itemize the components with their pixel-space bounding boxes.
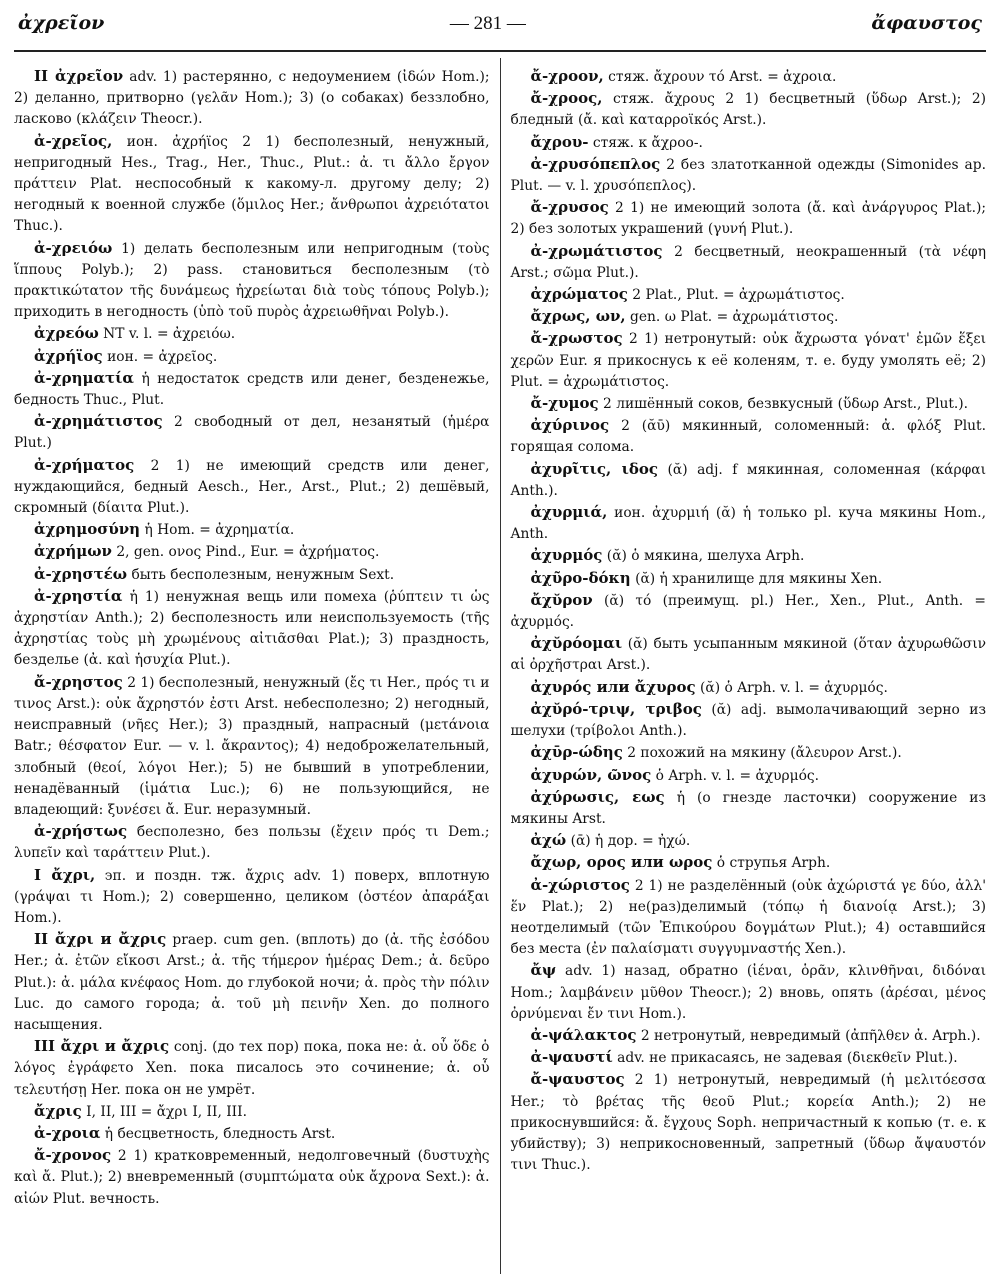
dictionary-entry [511,568,987,590]
entry-definition: 2 похожий на мякину (ἄλευρον Arst.). [622,745,902,762]
entry-headword: ἀ-χρηστέω [34,564,128,583]
entry-headword: III ἄχρι и ἄχρις [34,1037,170,1056]
dictionary-entry [511,132,987,154]
dictionary-entry [511,284,987,306]
entry-definition: 2 бесцветный, неокрашенный (τὰ νέφη Arst.; σῶμα Plut.). [510,243,986,281]
entry-headword: ἀ-χρημάτιστος [34,412,163,431]
entry-headword: ἀχρήμων [34,542,112,561]
dictionary-entry [511,502,987,545]
entry-headword: ἀχύρωσις, εως [530,787,665,806]
entry-headword: ἀ-χρήστως [34,822,128,841]
dictionary-entry [511,699,987,742]
entry-definition: praep. cum gen. (вплоть) до (ἀ. τῆς ἐσόδου Her.; ἀ. ἐτῶν εἴκοσι Arst.; ἀ. τῆς τήμερον ἡμέρας Dem.; ἀ. δεῦρο Plut.): ἀ. μάλα κνέφαος Hom. до глубокой ночи; ἀ. πρὸς τὴν πόλιν Luc. до самого города; ἀ. τοῦ μὴ πεινῆν Xen. до полного насыщения. [14,932,490,1033]
dictionary-entry [511,830,987,852]
dictionary-entry [511,1047,987,1069]
entry-headword: ἄ-χροον, [530,67,604,85]
entry-headword: ἀχρώματος [530,285,628,304]
entry-definition: 2 1) не имеющий золота (ἄ. καὶ ἀνάργυρος Plat.); 2) без золотых украшений (γυνή Plut.). [510,200,986,238]
entry-definition: gen. ω Plat. = ἀχρωμάτιστος. [625,309,839,326]
dictionary-entry [511,677,987,699]
entry-definition: ион. = ἀχρεῖος. [102,348,218,365]
entry-definition: ἡ Hom. = ἀχρηματία. [140,522,295,539]
entry-definition: NT v. l. = ἀχρειόω. [98,326,236,343]
entry-headword: ἀχυρῖτις, ιδος [530,459,658,478]
entry-definition: стяж. к ἄχροο-. [588,134,703,151]
entry-definition: adv. 1) растерянно, с недоумением (ἰδών Hom.); 2) деланно, притворно (γελᾶν Hom.); 3) (о собаках) беззлобно, ласково (κλάζειν Theocr.). [14,69,490,128]
dictionary-entry [511,765,987,787]
dictionary-entry [511,306,987,328]
entry-definition: ἡ бесцветность, бледность Arst. [100,1125,336,1142]
entry-definition: 1) делать бесполезным или непригодным (τοὺς ἵππους Polyb.); 2) pass. становиться бесполезным (τὸ πρακτικώτατον τῆς δυνάμεως ἠχρείωται διὰ τοὺς τόπους Polyb.); приходить в негодность (ὑπὸ τοῦ πυρὸς ἀχρειωθῆναι Polyb.). [14,240,490,321]
dictionary-entry [511,875,987,961]
entry-definition: I, II, III = ἄχρι I, II, III. [81,1103,247,1120]
entry-headword: ἀ-χρωμάτιστος [530,241,663,260]
entry-definition: быть бесполезным, ненужным Sext. [127,566,395,583]
entry-headword: ἄχωρ, ορος или ωρος [530,853,713,872]
dictionary-entry [511,1069,987,1176]
entry-definition: ἡ (о гнезде ласточки) сооружение из мякины Arst. [510,789,986,827]
dictionary-entry [14,238,490,324]
dictionary-entry [14,368,490,411]
dictionary-entry [511,393,987,415]
entry-definition: 2 1) нетронутый: οὐκ ἄχρωστα γόνατ' ἐμῶν ἕξει χερῶν Eur. я прикоснусь к её коленям, т. е. буду умолять её; 2) Plut. = ἀχρωμάτιστος. [510,331,986,390]
entry-definition: 2 1) нетронутый, невредимый (ἡ μελιτόεσσα Her.; τὸ βρέτας τῆς θεοῦ Plut.; κορεία Anth.); 2) не прикоснувшийся: ἄ. ἔγχους Soph. непричастный к копью (т. е. к убийству); 3) неприкосновенный, запретный (ὕδωρ ἄψαυστόν τινι Thuc.). [510,1072,986,1174]
dictionary-entry [511,241,987,284]
entry-headword: ἀχώ [530,831,567,850]
dictionary-entry [14,1101,490,1123]
dictionary-entry [511,590,987,633]
entry-definition: 2 лишённый соков, безвкусный (ὕδωρ Arst., Plut.). [598,396,969,413]
entry-definition: adv. не прикасаясь, не задевая (διεκθεῖν Plut.). [612,1050,958,1067]
dictionary-entry [511,328,987,393]
left-column [14,52,500,1274]
page-header [14,12,986,52]
entry-definition: стяж. ἄχρουν τό Arst. = ἀχροια. [603,69,837,85]
dictionary-entry [511,197,987,240]
dictionary-entry [14,821,490,864]
dictionary-entry [511,633,987,676]
entry-headword: ἀχρήϊος [34,346,103,365]
dictionary-entry [511,154,987,197]
entry-headword: ἄ-χυμος [530,394,599,413]
dictionary-entry [14,346,490,368]
entry-definition: бесполезно, без пользы (ἔχειν πρός τι Dem.; λυπεῖν καὶ ταράττειν Plut.). [14,824,490,862]
entry-headword: ἀχυρμός [530,546,603,565]
entry-definition: (ᾰ) быть усыпанным мякиной (ὅταν ἀχυρωθῶσιν αἱ ὀρχῆστραι Arst.). [510,636,986,674]
entry-definition: 2 1) бесполезный, ненужный (ἔς τι Her., πρός τι и τινος Arst.): οὐκ ἄχρηστόν ἐστι Arst. небесполезно; 2) негодный, неисправный (νῆες Her.); 3) праздный, напрасный (μετάνοια Batr.; θέσφατον Eur. — v. l. ἄκραντος); 4) недоброжелательный, злобный (θεοί, λόγοι Her.); 5) не бывший в употреблении, ненадёванный (ἱμάτια Luc.); 6) не пользующийся, не владеющий: ξυνέσει ἄ. Eur. неразумный. [14,674,490,818]
entry-definition: эп. и поздн. тж. ἄχρις adv. 1) поверх, вплотную (γράψαι τι Hom.); 2) совершенно, целиком (ὀστέον ἀπαράξαι Hom.). [14,867,490,926]
dictionary-entry [14,1145,490,1210]
entry-headword: ἄχρις [34,1101,82,1120]
dictionary-entry [511,459,987,502]
entry-headword: ἀ-ψάλακτος [530,1025,637,1044]
dictionary-entry [511,1025,987,1047]
entry-definition: 2 1) кратковременный, недолговечный (δυστυχὴς καὶ ἄ. Plut.); 2) вневременный (συμπτώματα οὐκ ἄχρονα Sext.): ἀ. αἰών Plut. вечность. [14,1148,490,1207]
entry-definition: 2 1) не разделённый (οὐκ ἀχώριστά γε δύο, ἀλλ' ἕν Plat.); 2) не(раз)делимый (τόπῳ ἡ διανοίᾳ Arst.); 3) неотделимый (τῶν Ἐπικούρου δογμάτων Plut.); 4) оставшийся без места (ἐν παλαίσματι συγγυμναστής Xen.). [510,877,986,958]
entry-headword: ἀχῦρο-δόκη [530,568,631,587]
entry-definition: conj. (до тех пор) пока, пока не: ἀ. οὗ ὅδε ὁ λόγος ἐγράφετο Xen. пока писалось это сочинение; ἀ. οὗ τελευτήσῃ Her. пока он не умрёт. [14,1039,490,1098]
entry-definition: ὁ Arph. v. l. = ἀχυρμός. [651,767,820,784]
entry-headword: ἄχρου- [530,132,589,151]
entry-headword: ἄ-χρηστος [34,672,123,691]
entry-headword: ἄ-χρονος [34,1146,112,1165]
dictionary-entry [511,787,987,830]
dictionary-entry [14,411,490,454]
entry-headword: ἀ-χρεῖος, [34,131,113,150]
entry-headword: ἀχῠρό-τριψ, τριβος [530,699,702,718]
entry-headword: II ἄχρι и ἄχρις [34,930,167,949]
dictionary-entry [511,742,987,764]
entry-headword: I ἄχρι, [34,865,96,884]
entry-headword: ἄ-ψαυστος [530,1070,625,1089]
dictionary-entry [14,586,490,672]
right-column [501,52,987,1274]
entry-definition: 2 (ᾰῡ) мякинный, соломенный: ἀ. φλόξ Plut. горящая солома. [510,418,986,456]
entry-headword: II ἀχρεῖον [34,67,124,85]
entry-headword: ἄχρως, ων, [530,307,626,326]
entry-definition: (ᾰ) τό (преимущ. pl.) Her., Xen., Plut., Anth. = ἀχυρμός. [510,592,986,631]
entry-definition: ион. ἀχυρμιή (ᾰ) ἡ только pl. куча мякины Hom., Anth. [510,505,986,543]
header-last-word: ἄφαυστος [871,12,982,34]
entry-definition: ион. ἀχρήϊος 2 1) бесполезный, ненужный, непригодный Hes., Trag., Her., Thuc., Plut.: ἀ. τι ἄλλο ἔργον πράττειν Plat. неспособный к какому-л. другому делу; 2) негодный к военной службе (ὅμιλος Her.; ἄνθρωποι ἀχρειότατοι Thuc.). [14,133,490,235]
page-number: — 281 — [449,13,526,34]
entry-definition: 2 свободный от дел, незанятый (ἡμέρα Plut.) [14,414,490,452]
dictionary-entry [14,865,490,930]
dictionary-entry [14,672,490,821]
entry-definition: стяж. ἄχρους 2 1) бесцветный (ὕδωρ Arst.); 2) бледный (ἄ. καὶ καταρροϊκός Arst.). [510,91,986,129]
entry-headword: ἀχυρός или ἄχυρος [530,677,696,696]
entry-headword: ἀχρημοσύνη [34,520,141,539]
entry-headword: ἀ-χρυσόπεπλος [530,154,661,173]
entry-definition: (ᾱ) ἡ дор. = ἠχώ. [566,833,691,850]
entry-definition: ὁ струпья Arph. [712,855,831,872]
entry-definition: (ᾰ) ὁ Arph. v. l. = ἀχυρμός. [695,679,888,696]
dictionary-entry [14,323,490,345]
entry-definition: (ᾰ) ἡ хранилище для мякины Xen. [630,570,883,587]
entry-definition: 2 нетронутый, невредимый (ἀπῆλθεν ἀ. Arph.). [636,1027,981,1044]
dictionary-entry [511,545,987,567]
dictionary-entry [14,1036,490,1101]
entry-definition: (ᾰ) ὁ мякина, шелуха Arph. [602,548,805,565]
dictionary-entry [14,455,490,520]
columns [14,52,986,1274]
entry-headword: ἄ-χρωστος [530,329,623,348]
entry-headword: ἀ-ψαυστί [530,1048,613,1067]
entry-definition: adv. 1) назад, обратно (ἰέναι, ὁρᾶν, κλινθῆναι, διδόναι Hom.; λαμβάνειν μῦθον Theocr.); 2) вновь, опять (ἀρέσαι, μένος ὀρνύμεναι ἔν τινι Hom.). [510,963,986,1022]
dictionary-entry [14,131,490,238]
entry-headword: ἄ-χρυσος [530,198,609,217]
entry-headword: ἀχυρμιά, [530,503,608,522]
entry-headword: ἀχῡρ-ώδης [530,743,623,762]
dictionary-entry [14,66,490,131]
entry-definition: 2, gen. ονος Pind., Eur. = ἀχρήματος. [111,544,380,561]
entry-definition: ἡ недостаток средств или денег, безденежье, бедность Thuc., Plut. [14,370,490,409]
entry-definition: 2 без златотканной одежды (Simonides ap. Plut. — v. l. χρυσόπεπλος). [510,156,986,195]
entry-definition: 2 Plat., Plut. = ἀχρωμάτιστος. [627,287,845,304]
entry-headword: ἄχῠρον [530,590,593,609]
entry-headword: ἀ-χροια [34,1123,101,1142]
dictionary-entry [511,960,987,1025]
entry-headword: ἀχρεόω [34,324,99,343]
dictionary-entry [14,929,490,1036]
entry-headword: ἀ-χώριστος [530,875,630,894]
entry-definition: (ᾰ) adj. вымолачивающий зерно из шелухи (τρίβολοι Anth.). [510,701,986,740]
entry-definition: (ᾰ) adj. f мякинная, соломенная (κάρφαι Anth.). [510,461,986,499]
dictionary-entry [14,541,490,563]
entry-headword: ἄ-χροος, [530,89,603,108]
entry-headword: ἀχύρινος [530,416,610,435]
dictionary-entry [14,1123,490,1145]
entry-definition: ἡ 1) ненужная вещь или помеха (ῥύπτειν τι ὡς ἀχρηστίαν Anth.); 2) бесполезность или неиспользуемость (τῆς ἀχρηστίας τοὺς μὴ χρωμένους αἰτιᾶσθαι Plat.); 3) праздность, безделье (ἀ. καὶ ἡσυχία Plut.). [14,588,490,669]
entry-headword: ἀ-χρήματος [34,455,135,474]
entry-headword: ἀ-χρειόω [34,238,113,257]
header-first-word: ἀχρεῖον [18,12,105,34]
entry-headword: ἄψ [530,961,557,980]
entry-definition: 2 1) не имеющий средств или денег, нуждающийся, бедный Aesch., Her., Arst., Plut.; 2) дешёвый, скромный (δίαιτα Plut.). [14,457,490,517]
dictionary-entry [511,415,987,458]
entry-headword: ἀχυρών, ῶνος [530,765,652,784]
dictionary-entry [14,519,490,541]
dictionary-entry [511,852,987,874]
entry-headword: ἀ-χρηματία [34,368,134,387]
entry-headword: ἀ-χρηστία [34,586,123,605]
entry-headword: ἀχῠρόομαι [530,634,623,653]
dictionary-entry [511,66,987,88]
dictionary-entry [511,88,987,131]
dictionary-entry [14,564,490,586]
